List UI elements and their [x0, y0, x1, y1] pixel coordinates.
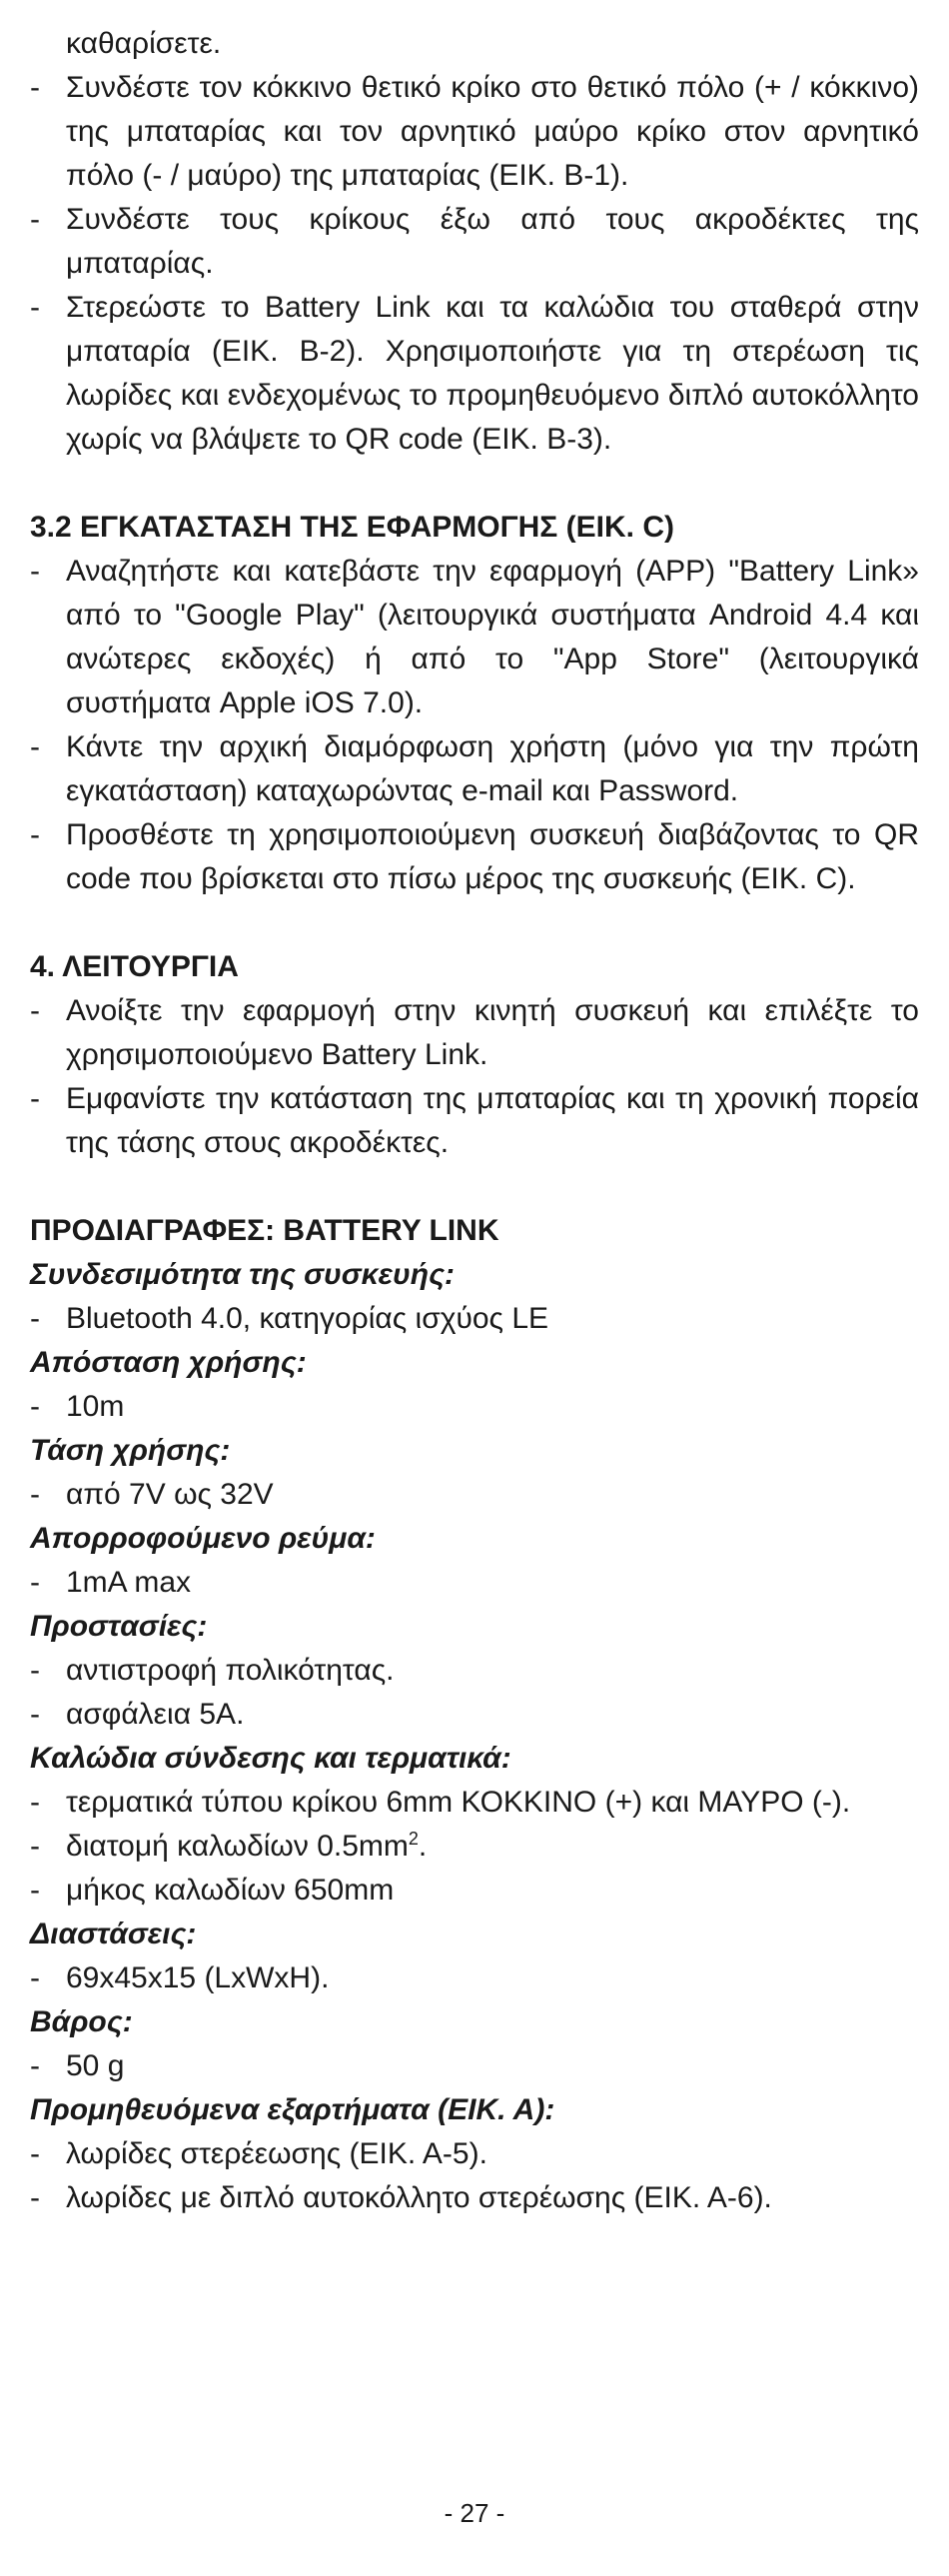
- spec-label-connectivity: Συνδεσιμότητα της συσκευής:: [30, 1258, 456, 1291]
- section-heading-app-install: 3.2 ΕΓΚΑΤΑΣΤΑΣΗ ΤΗΣ ΕΦΑΡΜΟΓΗΣ (ΕΙΚ. C): [30, 511, 674, 544]
- list-item: - Κάντε την αρχική διαμόρφωση χρήστη (μόνο για την πρώτη εγκατάσταση) καταχωρώντας e-mail και Password.: [30, 730, 919, 807]
- list-item: - Συνδέστε τον κόκκινο θετικό κρίκο στο θετικό πόλο (+ / κόκκινο) της μπαταρίας και τον αρνητικό μαύρο κρίκο στον αρνητικό πόλο (- / μαύρο) της μπαταρίας (ΕΙΚ. Β-1).: [30, 71, 919, 192]
- page-number: - 27 -: [444, 2498, 505, 2528]
- spec-value: - από 7V ως 32V: [30, 1478, 274, 1511]
- list-item: - Στερεώστε το Battery Link και τα καλώδια του σταθερά στην μπαταρία (ΕΙΚ. Β-2). Χρησιμοποιήστε για τη στερέωση τις λωρίδες και ενδεχομένως το προμηθευόμενο διπλό αυτοκόλλητο χωρίς να βλάψετε το QR code (ΕΙΚ. Β-3).: [30, 291, 919, 456]
- spec-label-weight: Βάρος:: [30, 2005, 133, 2038]
- spec-value: - τερματικά τύπου κρίκου 6mm ΚΟΚΚΙΝΟ (+) και ΜΑΥΡΟ (-).: [30, 1786, 851, 1819]
- spec-value: - 69x45x15 (LxWxH).: [30, 1961, 330, 1994]
- spec-value: - Bluetooth 4.0, κατηγορίας ισχύος LE: [30, 1302, 549, 1335]
- spec-label-protection: Προστασίες:: [30, 1610, 208, 1643]
- spec-label-accessories: Προμηθευόμενα εξαρτήματα (ΕΙΚ. Α):: [30, 2093, 555, 2126]
- spec-value: - διατομή καλωδίων $0.5mm^2$.: [30, 1829, 428, 1863]
- document-body: [30, 22, 919, 2220]
- spec-label-cables: Καλώδια σύνδεσης και τερματικά:: [30, 1742, 511, 1775]
- intro-fragment: καθαρίσετε.: [66, 27, 222, 60]
- spec-label-dimensions: Διαστάσεις:: [30, 1918, 197, 1950]
- spec-value: - ασφάλεια 5A.: [30, 1698, 245, 1731]
- spec-value: - 10m: [30, 1390, 125, 1423]
- spec-label-distance: Απόσταση χρήσης:: [30, 1346, 307, 1379]
- list-item: - Αναζητήστε και κατεβάστε την εφαρμογή (APP) "Battery Link» από το "Google Play" (λειτουργικά συστήματα Android 4.4 και ανώτερες εκδοχές) ή από το "App Store" (λειτουργικά συστήματα Apple iOS 7.0).: [30, 555, 919, 719]
- spec-value: - 50 g: [30, 2049, 125, 2082]
- list-item: - Προσθέστε τη χρησιμοποιούμενη συσκευή διαβάζοντας το QR code που βρίσκεται στο πίσω μέρος της συσκευής (ΕΙΚ. C).: [30, 818, 919, 895]
- spec-value: - αντιστροφή πολικότητας.: [30, 1654, 395, 1687]
- list-item: - Συνδέστε τους κρίκους έξω από τους ακροδέκτες της μπαταρίας.: [30, 203, 919, 280]
- spec-label-current: Απορροφούμενο ρεύμα:: [30, 1522, 376, 1555]
- spec-value: - λωρίδες στερέεωσης (ΕΙΚ. Α-5).: [30, 2137, 487, 2170]
- spec-value: - 1mA max: [30, 1566, 192, 1599]
- spec-label-voltage: Τάση χρήσης:: [30, 1434, 231, 1467]
- section-heading-operation: 4. ΛΕΙΤΟΥΡΓΙΑ: [30, 950, 239, 983]
- spec-value: - μήκος καλωδίων 650mm: [30, 1874, 395, 1907]
- list-item: - Εμφανίστε την κατάσταση της μπαταρίας και τη χρονική πορεία της τάσης στους ακροδέκτες.: [30, 1082, 919, 1159]
- spec-value: - λωρίδες με διπλό αυτοκόλλητο στερέωσης (ΕΙΚ. Α-6).: [30, 2181, 772, 2214]
- list-item: - Ανοίξτε την εφαρμογή στην κινητή συσκευή και επιλέξτε το χρησιμοποιούμενο Battery Link.: [30, 994, 919, 1071]
- section-heading-specs: ΠΡΟΔΙΑΓΡΑΦΕΣ: BATTERY LINK: [30, 1214, 499, 1247]
